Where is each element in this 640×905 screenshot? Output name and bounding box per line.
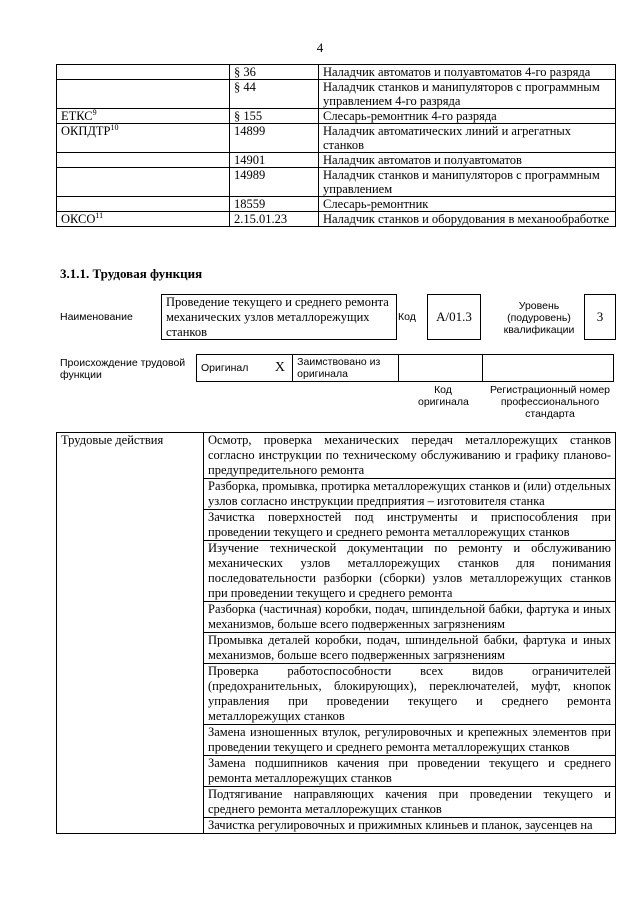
codes-table xyxy=(56,64,616,227)
classifier-name: ЕТКС xyxy=(61,109,93,123)
code-cell: 18559 xyxy=(230,197,319,212)
classifier-name: ОКПДТР xyxy=(61,124,111,138)
action-item: Изучение технической документации по ремонту и обслуживанию механических узлов металлорежущих станков для понимания последовательности разборки (сборки) узлов металлорежущих станков при проведении текущего и среднего ремонта xyxy=(204,541,616,602)
code-original-label: Код оригинала xyxy=(418,384,469,408)
code-cell: § 155 xyxy=(230,109,319,124)
reg-number-label: Регистрационный номер профессионального стандарта xyxy=(490,384,610,420)
codes-row xyxy=(57,109,616,124)
original-label: Оригинал xyxy=(197,355,268,382)
classifier-cell xyxy=(57,80,230,109)
action-item: Осмотр, проверка механических передач металлорежущих станков согласно инструкции по техническому обслуживанию и графику планово-предупредительного ремонта xyxy=(204,433,616,479)
level-field: 3 xyxy=(584,294,616,340)
occupation-name-cell: Слесарь-ремонтник 4-го разряда xyxy=(319,109,616,124)
classifier-name: ОКСО xyxy=(61,212,96,226)
actions-label: Трудовые действия xyxy=(57,433,204,834)
section-title: 3.1.1. Трудовая функция xyxy=(60,266,203,281)
codes-row xyxy=(57,80,616,109)
codes-row xyxy=(57,65,616,80)
codes-row xyxy=(57,168,616,197)
action-item: Замена подшипников качения при проведении текущего и среднего ремонта металлорежущих станков xyxy=(204,756,616,787)
code-cell: 14901 xyxy=(230,153,319,168)
occupation-name-cell: Наладчик станков и манипуляторов с программным управлением 4-го разряда xyxy=(319,80,616,109)
classifier-cell xyxy=(57,109,230,124)
action-item: Зачистка поверхностей под инструменты и приспособления при проведении текущего и среднего ремонта металлорежущих станков xyxy=(204,510,616,541)
occupation-name-cell: Наладчик автоматов и полуавтоматов xyxy=(319,153,616,168)
footnote-ref: 10 xyxy=(110,122,119,132)
action-item: Разборка, промывка, протирка металлорежущих станков и (или) отдельных узлов согласно инструкции предприятия – изготовителя станка xyxy=(204,479,616,510)
reg-number-cell xyxy=(483,355,614,382)
level-label: Уровень (подуровень) квалификации xyxy=(503,300,575,336)
action-item: Зачистка регулировочных и прижимных клиньев и планок, заусенцев на xyxy=(204,818,616,834)
action-item: Замена изношенных втулок, регулировочных и крепежных элементов при проведении текущего и среднего ремонта металлорежущих станков xyxy=(204,725,616,756)
code-label: Код xyxy=(398,311,416,323)
codes-row xyxy=(57,124,616,153)
occupation-name-cell: Наладчик автоматических линий и агрегатных станков xyxy=(319,124,616,153)
function-code-field: А/01.3 xyxy=(427,294,481,340)
classifier-cell xyxy=(57,153,230,168)
code-cell: § 36 xyxy=(230,65,319,80)
origin-table xyxy=(196,354,614,382)
name-label: Наименование xyxy=(60,311,133,323)
function-name-field: Проведение текущего и среднего ремонта механических узлов металлорежущих станков xyxy=(161,294,397,340)
footnote-ref: 9 xyxy=(92,107,97,117)
occupation-name-cell: Наладчик автоматов и полуавтоматов 4-го разряда xyxy=(319,65,616,80)
occupation-name-cell: Наладчик станков и манипуляторов с программным управлением xyxy=(319,168,616,197)
code-cell: 14989 xyxy=(230,168,319,197)
codes-row xyxy=(57,153,616,168)
origin-label: Происхождение трудовой функции xyxy=(60,357,186,381)
original-mark: X xyxy=(268,355,293,382)
action-item: Разборка (частичная) коробки, подач, шпиндельной бабки, фартука и иных механизмов, больше всего подверженных загрязнениям xyxy=(204,602,616,633)
footnote-ref: 11 xyxy=(95,210,104,220)
code-original-cell xyxy=(399,355,483,382)
code-cell: 14899 xyxy=(230,124,319,153)
action-item: Подтягивание направляющих качения при проведении текущего и среднего ремонта металлорежущих станков xyxy=(204,787,616,818)
codes-row xyxy=(57,197,616,212)
actions-table xyxy=(56,432,616,834)
action-row xyxy=(57,433,616,479)
borrowed-label: Заимствовано из оригинала xyxy=(293,355,399,382)
codes-row xyxy=(57,212,616,227)
code-cell: § 44 xyxy=(230,80,319,109)
classifier-cell xyxy=(57,65,230,80)
occupation-name-cell: Слесарь-ремонтник xyxy=(319,197,616,212)
action-item: Проверка работоспособности всех видов ограничителей (предохранительных, блокирующих), переключателей, муфт, кнопок управления при проведении текущего и среднего ремонта металлорежущих станков xyxy=(204,664,616,725)
classifier-cell xyxy=(57,168,230,197)
code-cell: 2.15.01.23 xyxy=(230,212,319,227)
classifier-cell xyxy=(57,197,230,212)
occupation-name-cell: Наладчик станков и оборудования в механообработке xyxy=(319,212,616,227)
classifier-cell xyxy=(57,124,230,153)
page-number: 4 xyxy=(316,40,324,55)
classifier-cell xyxy=(57,212,230,227)
action-item: Промывка деталей коробки, подач, шпиндельной бабки, фартука и иных механизмов, больше всего подверженных загрязнениям xyxy=(204,633,616,664)
